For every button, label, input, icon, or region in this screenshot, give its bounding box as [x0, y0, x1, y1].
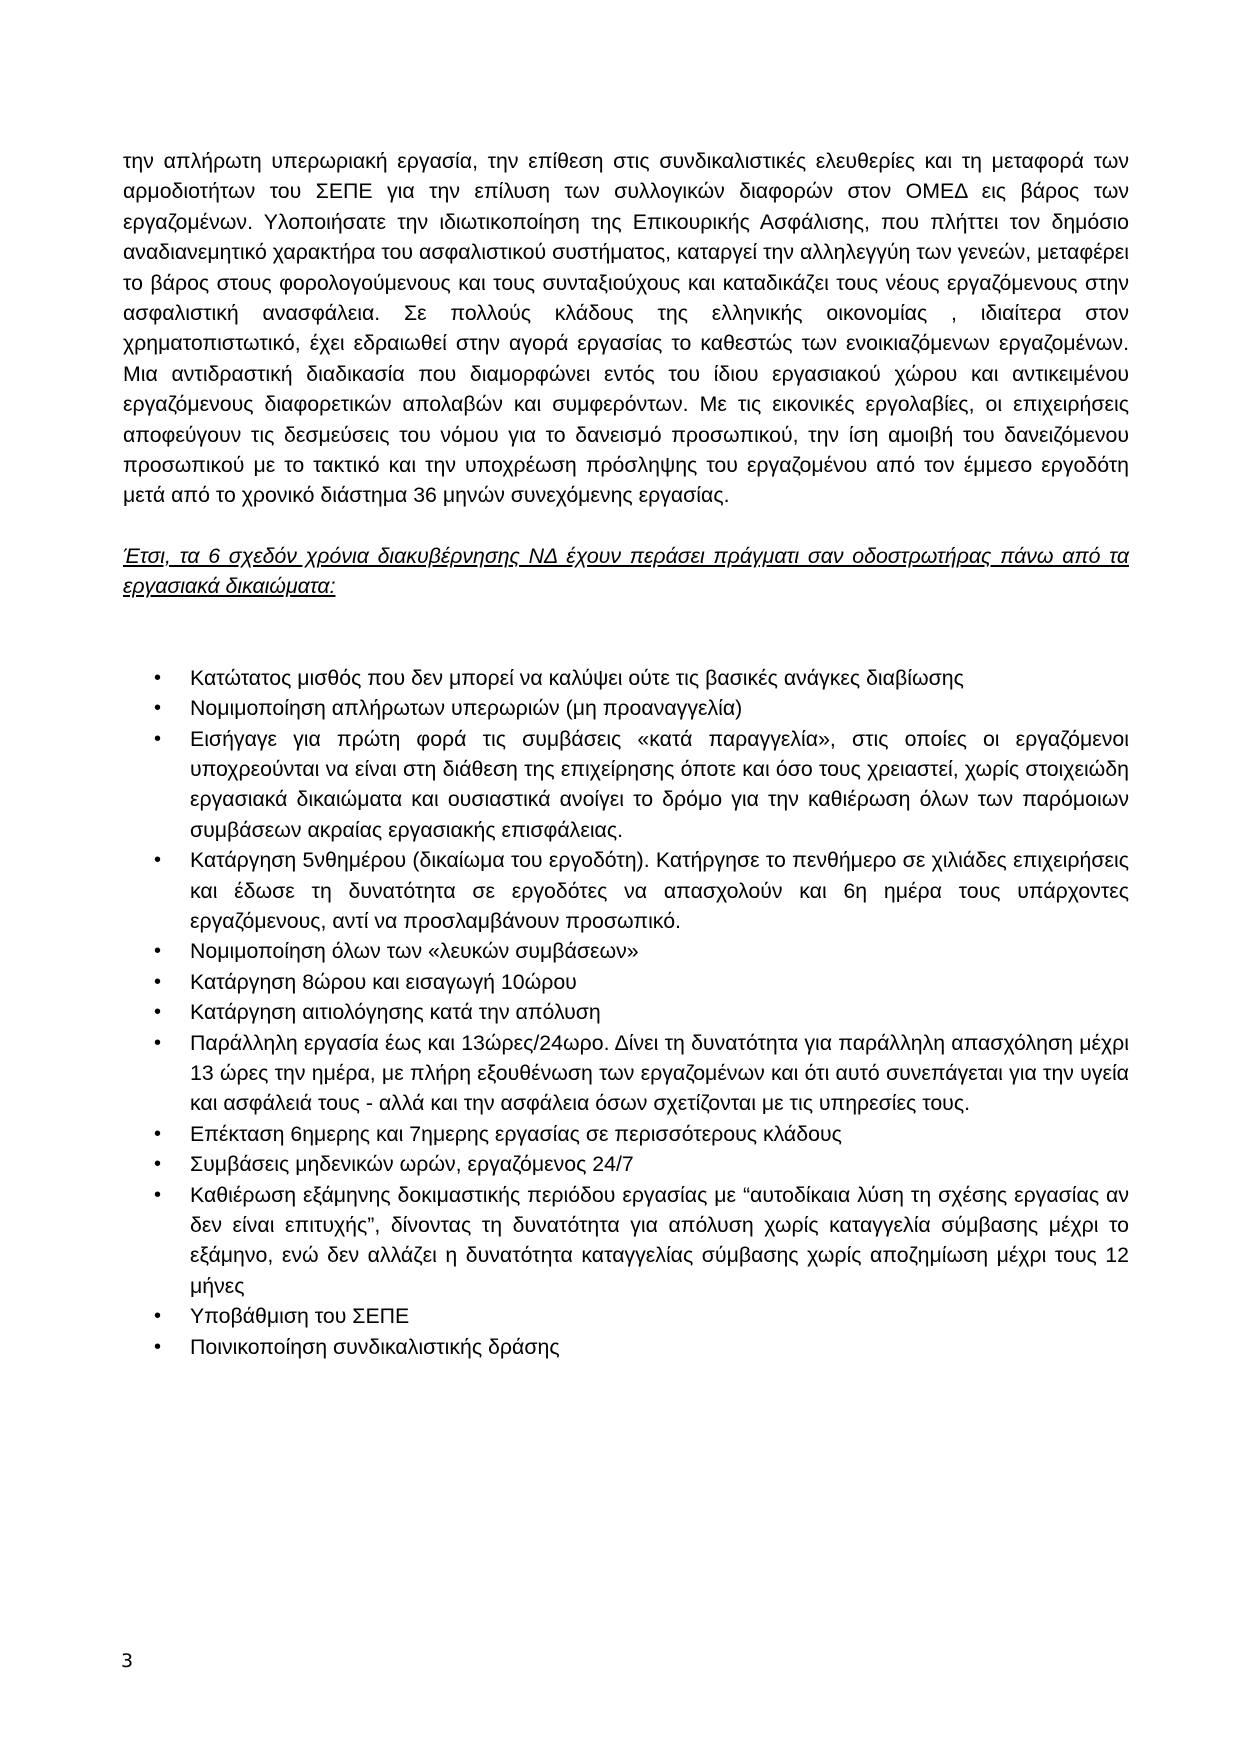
bullet-icon: •	[154, 1335, 162, 1358]
section-heading: Έτσι, τα 6 σχεδόν χρόνια διακυβέρνησης ΝΔ έχουν περάσει πράγματι σαν οδοστρωτήρας πάνω από τα εργασιακά δικαιώματα:	[123, 543, 1129, 599]
list-item	[123, 936, 1129, 966]
bullet-icon: •	[154, 1153, 162, 1176]
intro-paragraph: την απλήρωτη υπερωριακή εργασία, την επίθεση στις συνδικαλιστικές ελευθερίες και τη μεταφορά των αρμοδιοτήτων του ΣΕΠΕ για την επίλυση των συλλογικών διαφορών στον ΟΜΕΔ εις βάρος των εργαζομένων. Υλοποιήσατε την ιδιωτικοποίηση της Επικουρικής Ασφάλισης, που πλήττει τον δημόσιο αναδιανεμητικό χαρακτήρα του ασφαλιστικού συστήματος, καταργεί την αλληλεγγύη των γενεών, μεταφέρει το βάρος στους φορολογούμενους και τους συνταξιούχους και καταδικάζει τους νέους εργαζόμενους στην ασφαλιστική ανασφάλεια. Σε πολλούς κλάδους της ελληνικής οικονομίας , ιδιαίτερα στον χρηματοπιστωτικό, έχει εδραιωθεί στην αγορά εργασίας το καθεστώς των ενοικιαζόμενων εργαζομένων. Μια αντιδραστική διαδικασία που διαμορφώνει εντός του ίδιου εργασιακού χώρου και αντικειμένου εργαζόμενους διαφορετικών απολαβών και συμφερόντων. Με τις εικονικές εργολαβίες, οι επιχειρήσεις αποφεύγουν τις δεσμεύσεις του νόμου για το δανεισμό προσωπικού, την ίση αμοιβή του δανειζόμενου προσωπικού με το τακτικό και την υποχρέωση πρόσληψης του εργαζομένου από τον έμμεσο εργοδότη μετά από το χρονικό διάστημα 36 μηνών συνεχόμενης εργασίας.	[123, 149, 1129, 508]
bullet-icon: •	[154, 1031, 162, 1054]
list-item	[123, 1332, 1129, 1362]
list-item-text: Νομιμοποίηση απλήρωτων υπερωριών (μη προαναγγελία)	[190, 696, 743, 721]
list-item	[123, 1180, 1129, 1302]
list-item-text: Νομιμοποίηση όλων των «λευκών συμβάσεων»	[190, 939, 639, 964]
rights-bullet-list	[123, 663, 1129, 1362]
list-item	[123, 1301, 1129, 1331]
list-item-text: Καθιέρωση εξάμηνης δοκιμαστικής περιόδου εργασίας με “αυτοδίκαια λύση τη σχέσης εργασίας αν δεν είναι επιτυχής”, δίνοντας τη δυνατότητα για απόλυση χωρίς καταγγελία σύμβασης μέχρι το εξάμηνο, ενώ δεν αλλάζει η δυνατότητα καταγγελίας σύμβασης χωρίς αποζημίωση μέχρι τους 12 μήνες	[190, 1182, 1129, 1298]
page-number: 3	[121, 1650, 134, 1672]
list-item-text: Υποβάθμιση του ΣΕΠΕ	[190, 1304, 410, 1329]
list-item	[123, 845, 1129, 936]
bullet-icon: •	[154, 666, 162, 689]
list-item-text: Παράλληλη εργασία έως και 13ώρες/24ωρο. Δίνει τη δυνατότητα για παράλληλη απασχόληση μέχρι 13 ώρες την ημέρα, με πλήρη εξουθένωση των εργαζομένων και ότι αυτό συνεπάγεται για την υγεία και ασφάλειά τους - αλλά και την ασφάλεια όσων σχετίζονται με τις υπηρεσίες τους.	[190, 1030, 1129, 1116]
list-item-text: Επέκταση 6ημερης και 7ημερης εργασίας σε περισσότερους κλάδους	[190, 1121, 842, 1146]
bullet-icon: •	[154, 1001, 162, 1024]
bullet-icon: •	[154, 1305, 162, 1328]
bullet-icon: •	[154, 940, 162, 963]
document-page	[123, 146, 1129, 1362]
bullet-icon: •	[154, 970, 162, 993]
bullet-icon: •	[154, 727, 162, 750]
list-item	[123, 1028, 1129, 1119]
list-item-text: Κατάργηση 5νθημέρου (δικαίωμα του εργοδότη). Κατήργησε το πενθήμερο σε χιλιάδες επιχειρήσεις και έδωσε τη δυνατότητα σε εργοδότες να απασχολούν και 6η ημέρα τους υπάρχοντες εργαζόμενους, αντί να προσλαμβάνουν προσωπικό.	[190, 848, 1129, 933]
list-item-text: Κατάργηση 8ώρου και εισαγωγή 10ώρου	[190, 969, 577, 994]
bullet-icon: •	[154, 697, 162, 720]
list-item-text: Κατώτατος μισθός που δεν μπορεί να καλύψει ούτε τις βασικές ανάγκες διαβίωσης	[190, 665, 964, 690]
list-item	[123, 1119, 1129, 1149]
list-item-text: Ποινικοποίηση συνδικαλιστικής δράσης	[190, 1334, 560, 1359]
list-item	[123, 724, 1129, 846]
bullet-icon: •	[154, 1183, 162, 1206]
list-item-text: Συμβάσεις μηδενικών ωρών, εργαζόμενος 24/7	[190, 1152, 634, 1177]
list-item-text: Κατάργηση αιτιολόγησης κατά την απόλυση	[190, 1000, 601, 1025]
list-item	[123, 693, 1129, 723]
bullet-icon: •	[154, 849, 162, 872]
list-item	[123, 997, 1129, 1027]
bullet-icon: •	[154, 1122, 162, 1145]
list-item-text: Εισήγαγε για πρώτη φορά τις συμβάσεις «κατά παραγγελία», στις οποίες οι εργαζόμενοι υποχρεούνται να είναι στη διάθεση της επιχείρησης όποτε και όσο τους χρειαστεί, χωρίς στοιχειώδη εργασιακά δικαιώματα και ουσιαστικά ανοίγει το δρόμο για την καθιέρωση όλων των παρόμοιων συμβάσεων ακραίας εργασιακής επισφάλειας.	[190, 726, 1129, 842]
list-item	[123, 1149, 1129, 1179]
list-item	[123, 663, 1129, 693]
list-item	[123, 967, 1129, 997]
